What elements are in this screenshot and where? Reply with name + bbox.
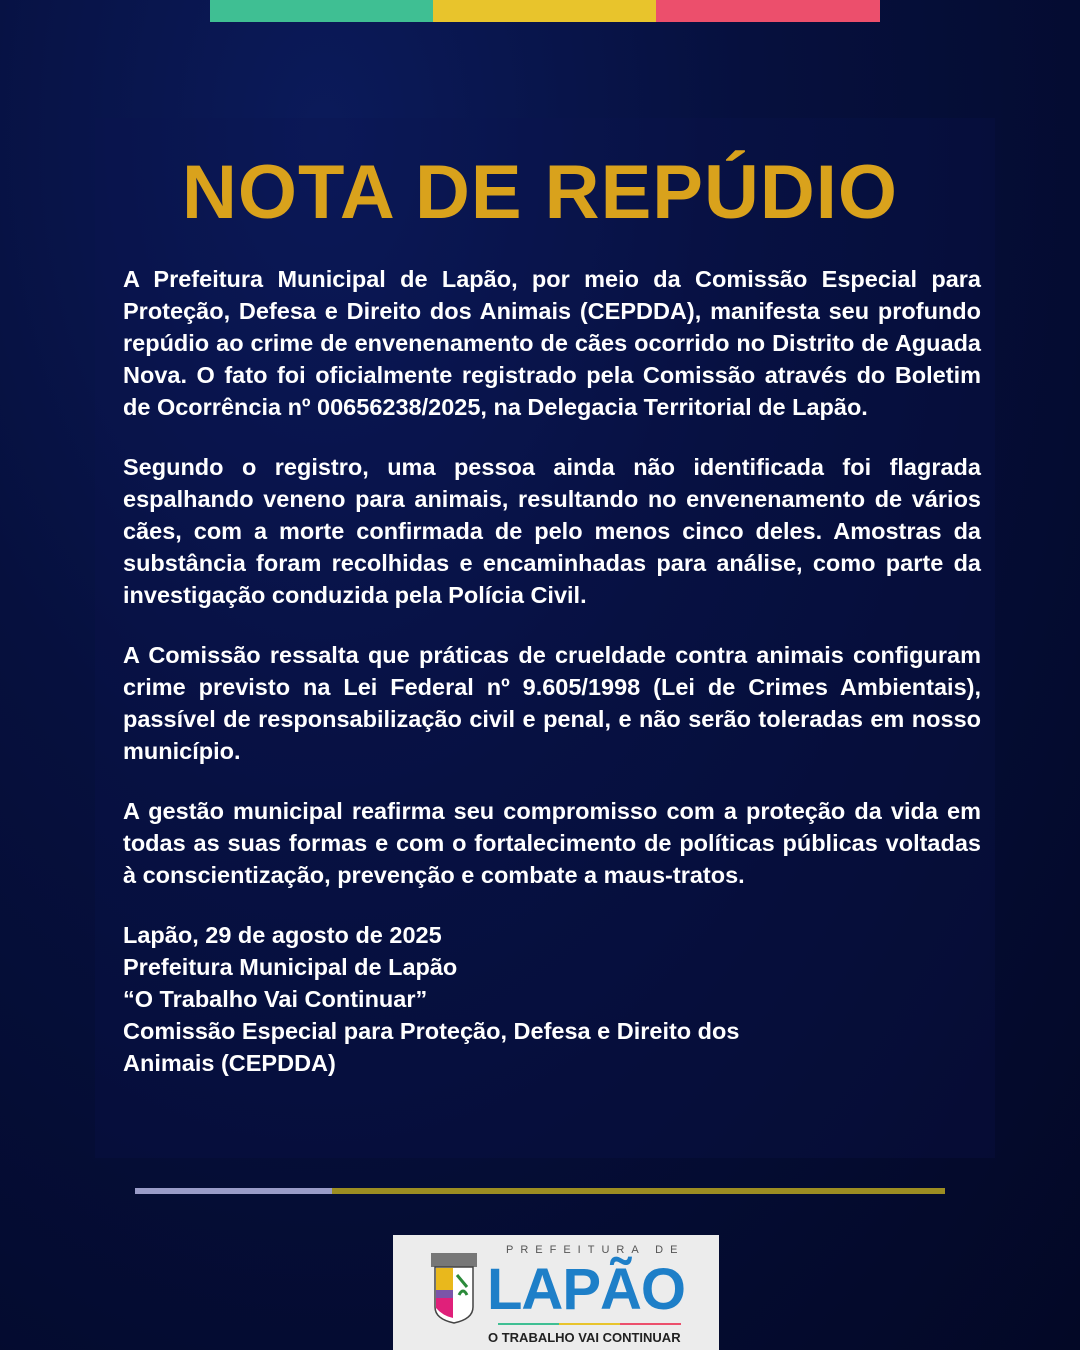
paragraph: Segundo o registro, uma pessoa ainda não identificada foi flagrada espalhando veneno para animais, resultando no envenenamento de vários cães, com a morte confirmada de pelo menos cinco deles. Amostras da substância foram recolhidas e encaminhadas para análise, como parte da investigação conduzida pela Polícia Civil.	[123, 454, 981, 608]
prefeitura-logo	[393, 1235, 719, 1350]
note-body	[123, 263, 981, 1079]
signature-slogan: “O Trabalho Vai Continuar”	[123, 986, 428, 1012]
signature-org: Prefeitura Municipal de Lapão	[123, 954, 458, 980]
paragraph: A Comissão ressalta que práticas de crueldade contra animais configuram crime previsto na Lei Federal nº 9.605/1998 (Lei de Crimes Ambientais), passível de responsabilização civil e penal, e não serão toleradas em nosso município.	[123, 642, 981, 764]
page-title: NOTA DE REPÚDIO	[182, 150, 898, 235]
top-bar-teal	[210, 0, 433, 22]
logo-name: LAPÃO	[487, 1257, 685, 1322]
signature-commission: Comissão Especial para Proteção, Defesa e Direito dos	[123, 1018, 740, 1044]
signature-date: Lapão, 29 de agosto de 2025	[123, 922, 442, 948]
signature-commission-cont: Animais (CEPDDA)	[123, 1050, 336, 1076]
paragraph: A Prefeitura Municipal de Lapão, por meio da Comissão Especial para Proteção, Defesa e Direito dos Animais (CEPDDA), manifesta seu profundo repúdio ao crime de envenenamento de cães ocorrido no Distrito de Aguada Nova. O fato foi oficialmente registrado pela Comissão através do Boletim de Ocorrência nº 00656238/2025, na Delegacia Territorial de Lapão.	[123, 266, 981, 420]
top-bar-pink	[656, 0, 880, 22]
paragraph: A gestão municipal reafirma seu compromisso com a proteção da vida em todas as suas formas e com o fortalecimento de políticas públicas voltadas à conscientização, prevenção e combate a maus-tratos.	[123, 798, 981, 888]
signature-block	[123, 919, 981, 1079]
logo-prefix: PREFEITURA DE	[506, 1244, 685, 1256]
logo-slogan: O TRABALHO VAI CONTINUAR	[488, 1330, 681, 1345]
divider	[135, 1188, 945, 1194]
top-bar-yellow	[433, 0, 656, 22]
logo-color-stripe	[498, 1323, 681, 1325]
